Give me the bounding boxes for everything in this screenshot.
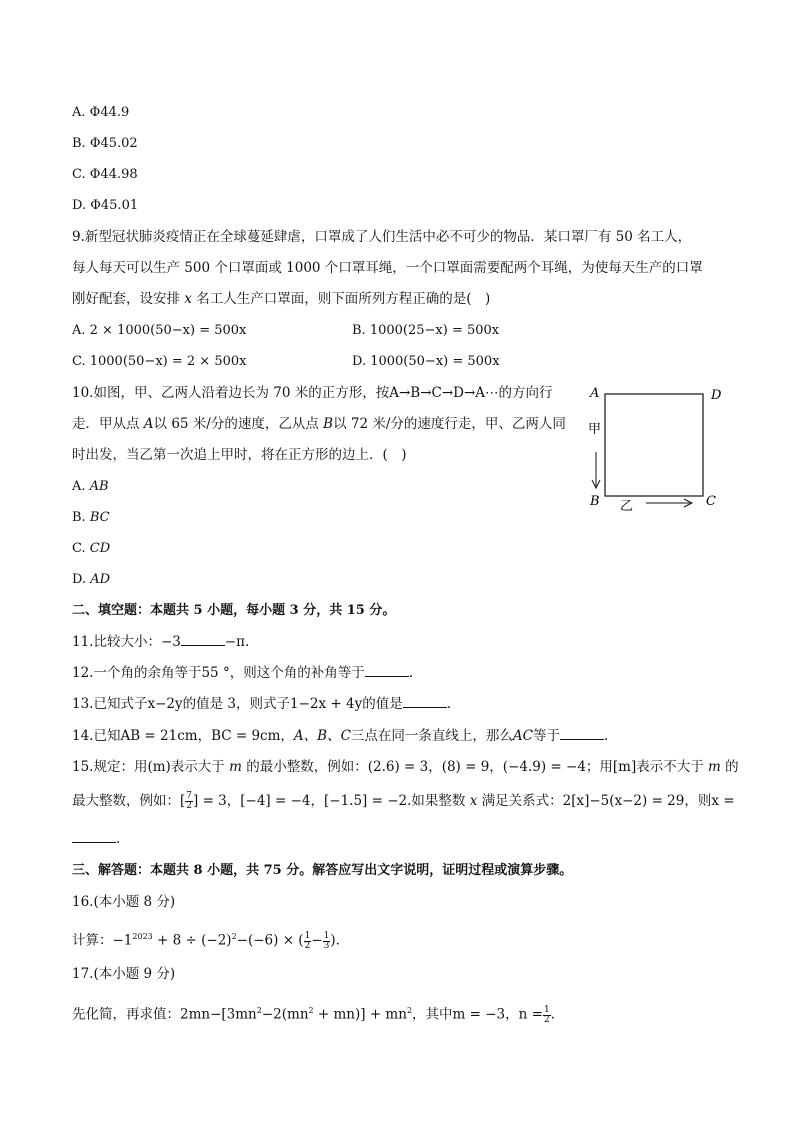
square-outline (605, 394, 703, 496)
option-d: D. Φ45.01 (72, 198, 139, 213)
answer-blank (560, 727, 604, 740)
fraction: $\frac{7}{2}$ (186, 791, 193, 811)
q10-option-a: A. AB (72, 479, 109, 494)
fraction: $\frac{1}{3}$ (323, 930, 330, 951)
option-b: B. Φ45.02 (72, 136, 138, 151)
section-3-heading: 三、解答题：本题共 8 小题，共 75 分。解答应写出文字说明，证明过程或演算步骤。 (72, 863, 573, 878)
label-yi: 乙 (620, 499, 634, 514)
answer-blank (365, 664, 409, 677)
q17-expression: 先化简，再求值：$2mn-[3mn^2-2(mn^2 + mn)] + mn^2$，其中m = −3，n = $\frac{1}{2}$ . (72, 1004, 555, 1025)
answer-blank (72, 830, 116, 843)
q10-line2: 走．甲从点 A以 65 米/分的速度，乙从点 B以 72 米/分的速度行走，甲、乙两人同 (72, 416, 566, 432)
q15-line3: . (72, 830, 120, 848)
answer-blank (181, 633, 225, 646)
q17-heading: 17.(本小题 9 分) (72, 966, 176, 982)
q9-line1: 9.新型冠状肺炎疫情正在全球蔓延肆虐，口罩成了人们生活中必不可少的物品．某口罩厂有 50 名工人， (72, 229, 692, 245)
label-b: B (590, 494, 600, 509)
q9-option-d: D. 1000(50−x) = 500x (352, 354, 500, 369)
q9-line3: 刚好配套，设安排 x 名工人生产口罩面，则下面所列方程正确的是( ) (72, 291, 491, 307)
q15-line1: 15.规定：用(m)表示大于 m 的最小整数，例如：(2.6) = 3，(8) = 9，(−4.9) = −4；用[m]表示不大于 m 的 (72, 759, 739, 775)
fraction: $\frac{1}{2}$ (304, 930, 311, 951)
answer-blank (403, 695, 447, 708)
q9-option-c: C. 1000(50−x) = 2 × 500x (72, 354, 247, 369)
q16-heading: 16.(本小题 8 分) (72, 894, 176, 910)
q14: 14.已知AB = 21cm，BC = 9cm，A、B、C三点在同一条直线上，那么AC等于 . (72, 728, 609, 744)
q10-option-c: C. CD (72, 541, 111, 556)
label-a: A (590, 386, 600, 401)
q13: 13.已知式子x−2y的值是 3，则式子1−2x + 4y的值是 . (72, 696, 452, 712)
label-d: D (711, 388, 722, 403)
q10-line3: 时出发，当乙第一次追上甲时，将在正方形的边上．( ) (72, 447, 407, 463)
q10-option-d: D. AD (72, 572, 111, 587)
q16-expression: 计算：$-1^{2023} + 8 \div (-2)^2-(-6)$ × ( $\frac{1}{2}$ − $\frac{1}{3}$ ). (72, 930, 340, 951)
q10-option-b: B. BC (72, 510, 110, 525)
q9-option-b: B. 1000(25−x) = 500x (352, 323, 500, 338)
q15-line2: 最大整数，例如：[ $\frac{7}{2}$ ] = 3，[−4] = −4，[−1.5] = −2.如果整数 x 满足关系式：2[x]−5(x−2) = 29，则x = (72, 791, 735, 811)
section-2-heading: 二、填空题：本题共 5 小题，每小题 3 分，共 15 分。 (72, 603, 396, 618)
square-figure (586, 384, 726, 514)
fraction: $\frac{1}{2}$ (543, 1004, 550, 1025)
q9-line2: 每人每天可以生产 500 个口罩面或 1000 个口罩耳绳，一个口罩面需要配两个耳绳，为使每天生产的口罩 (72, 260, 703, 276)
option-c: C. Φ44.98 (72, 167, 138, 182)
q9-option-a: A. 2 × 1000(50−x) = 500x (72, 323, 247, 338)
q12: 12.一个角的余角等于55 °，则这个角的补角等于 . (72, 665, 413, 681)
label-jia: 甲 (588, 422, 602, 437)
option-a: A. Φ44.9 (72, 105, 130, 120)
q10-line1: 10.如图，甲、乙两人沿着边长为 70 米的正方形，按A→B→C→D→A⋯的方向行 (72, 385, 553, 401)
label-c: C (706, 494, 716, 509)
q11: 11.比较大小：−3 −π. (72, 634, 250, 650)
